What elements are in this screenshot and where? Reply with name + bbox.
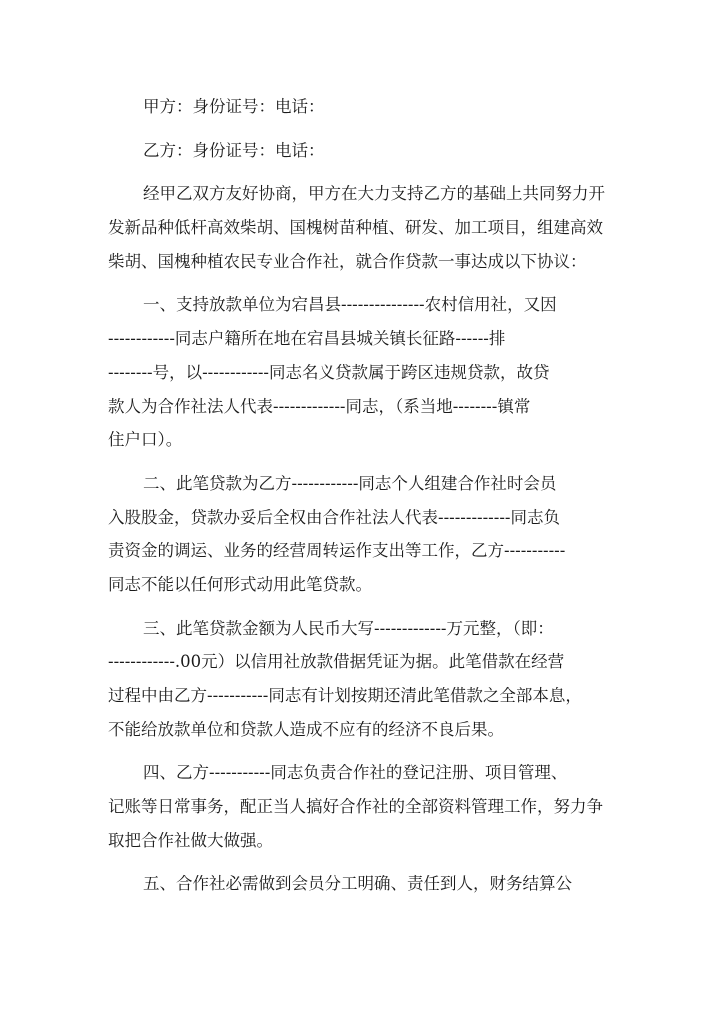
- text-line: 二、此笔贷款为乙方------------同志个人组建合作社时会员: [143, 473, 557, 493]
- text-line: 不能给放款单位和贷款人造成不应有的经济不良后果。: [108, 719, 504, 739]
- text-line: --------号，以------------同志名义贷款属于跨区违规贷款，故贷: [108, 362, 550, 382]
- text-line: 甲方：身份证号：电话：: [143, 97, 325, 116]
- text-line: 记账等日常事务，配正当人搞好合作社的全部资料管理工作，努力争: [108, 797, 603, 817]
- clause-2: [108, 467, 616, 602]
- text-line: 一、支持放款单位为宕昌县---------------农村信用社，又因: [143, 295, 557, 315]
- clause-3: [108, 612, 616, 747]
- text-line: 四、乙方-----------同志负责合作社的登记注册、项目管理、: [143, 763, 568, 783]
- text-line: 款人为合作社法人代表-------------同志，（系当地--------镇常: [108, 396, 531, 416]
- text-line: 同志不能以任何形式动用此笔贷款。: [108, 574, 372, 594]
- text-line: ------------.00元）以信用社放款借据凭证为据。此笔借款在经营: [108, 652, 565, 672]
- text-line: 乙方：身份证号：电话：: [143, 140, 325, 160]
- text-line: 发新品种低杆高效柴胡、国槐树苗种植、研发、加工项目，组建高效: [108, 218, 603, 238]
- text-line: ------------同志户籍所在地在宕昌县城关镇长征路------排: [108, 329, 506, 349]
- party-b-line: [108, 134, 616, 168]
- text-line: 取把合作社做大做强。: [108, 830, 273, 850]
- clause-1: [108, 288, 616, 456]
- preamble-paragraph: [108, 177, 616, 278]
- text-line: 柴胡、国槐种植农民专业合作社，就合作贷款一事达成以下协议：: [108, 251, 587, 271]
- text-line: 过程中由乙方-----------同志有计划按期还清此笔借款之全部本息，: [108, 686, 582, 705]
- text-line: 三、此笔贷款金额为人民币大写-------------万元整，（即：: [143, 618, 554, 638]
- document-page: [108, 90, 616, 901]
- party-a-line: [108, 90, 616, 124]
- clause-4: [108, 756, 616, 857]
- text-line: 经甲乙双方友好协商，甲方在大力支持乙方的基础上共同努力开: [143, 184, 605, 204]
- text-line: 住户口）。: [108, 430, 183, 450]
- text-line: 入股股金，贷款办妥后全权由合作社法人代表-------------同志负: [108, 507, 560, 527]
- clause-5: [108, 867, 616, 901]
- text-line: 五、合作社必需做到会员分工明确、责任到人，财务结算公: [143, 874, 572, 894]
- text-line: 责资金的调运、业务的经营周转运作支出等工作，乙方-----------: [108, 541, 566, 561]
